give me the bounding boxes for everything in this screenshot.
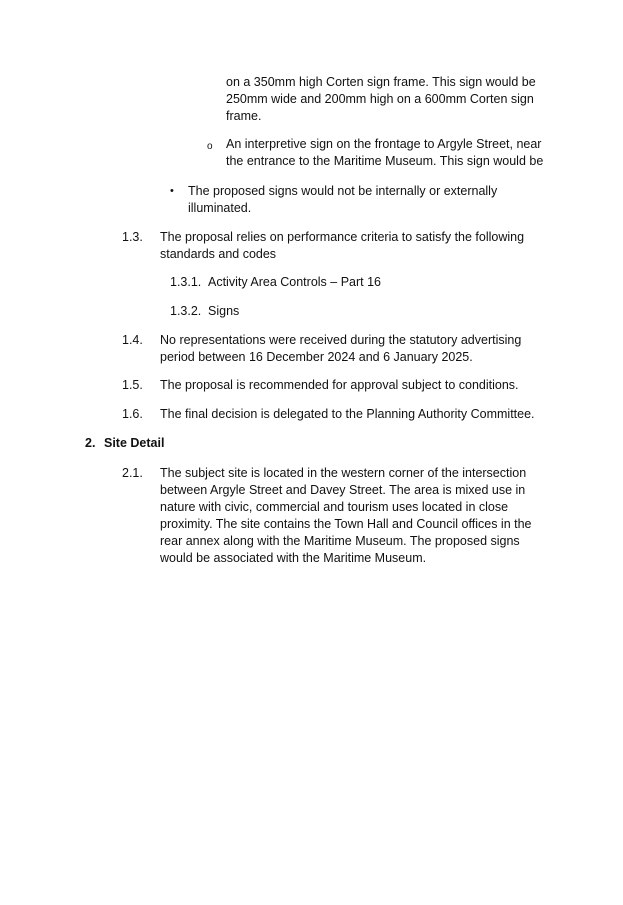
item-2-1-line: would be associated with the Maritime Museum. xyxy=(160,551,427,565)
section-title: Site Detail xyxy=(104,436,165,450)
sub-bullet-paragraph xyxy=(226,136,576,170)
item-2-1-line: between Argyle Street and Davey Street. The area is mixed use in xyxy=(160,483,526,497)
item-1-3-line: The proposal relies on performance criteria to satisfy the following xyxy=(160,230,525,244)
item-number-1-6: 1.6. xyxy=(122,407,143,421)
item-2-1-line: proximity. The site contains the Town Hall and Council offices in the xyxy=(160,517,532,531)
item-1-5-text: The proposal is recommended for approval subject to conditions. xyxy=(160,378,519,392)
sub-bullet-line: the entrance to the Maritime Museum. This sign would be xyxy=(226,154,544,168)
item-1-4-text xyxy=(160,332,560,366)
sub-bullet-line: An interpretive sign on the frontage to Argyle Street, near xyxy=(226,137,542,151)
item-1-3-line: standards and codes xyxy=(160,247,277,261)
section-number: 2. xyxy=(85,436,96,450)
continuation-line: 250mm wide and 200mm high on a 600mm Corten sign xyxy=(226,92,534,106)
bullet-paragraph xyxy=(188,183,528,217)
continuation-line: on a 350mm high Corten sign frame. This sign would be xyxy=(226,75,536,89)
continuation-line: frame. xyxy=(226,109,262,123)
item-1-3-2-text: Signs xyxy=(208,304,240,318)
item-number-1-3-1: 1.3.1. xyxy=(170,275,202,289)
item-1-3-1-text: Activity Area Controls – Part 16 xyxy=(208,275,381,289)
item-1-4-line: No representations were received during the statutory advertising xyxy=(160,333,522,347)
item-2-1-text xyxy=(160,465,580,567)
item-number-1-3-2: 1.3.2. xyxy=(170,304,202,318)
item-number-1-3: 1.3. xyxy=(122,230,143,244)
filled-bullet-icon: • xyxy=(170,185,174,197)
item-number-1-5: 1.5. xyxy=(122,378,143,392)
item-number-1-4: 1.4. xyxy=(122,333,143,347)
circle-bullet-icon: o xyxy=(207,141,213,152)
item-number-2-1: 2.1. xyxy=(122,466,143,480)
item-1-6-text: The final decision is delegated to the Planning Authority Committee. xyxy=(160,407,535,421)
continuation-paragraph xyxy=(226,74,566,125)
item-1-3-text xyxy=(160,229,560,263)
item-2-1-line: nature with civic, commercial and tourism uses located in close xyxy=(160,500,509,514)
bullet-line: illuminated. xyxy=(188,201,252,215)
item-2-1-line: The subject site is located in the western corner of the intersection xyxy=(160,466,527,480)
bullet-line: The proposed signs would not be internally or externally xyxy=(188,184,498,198)
item-2-1-line: rear annex along with the Maritime Museum. The proposed signs xyxy=(160,534,520,548)
item-1-4-line: period between 16 December 2024 and 6 January 2025. xyxy=(160,350,473,364)
